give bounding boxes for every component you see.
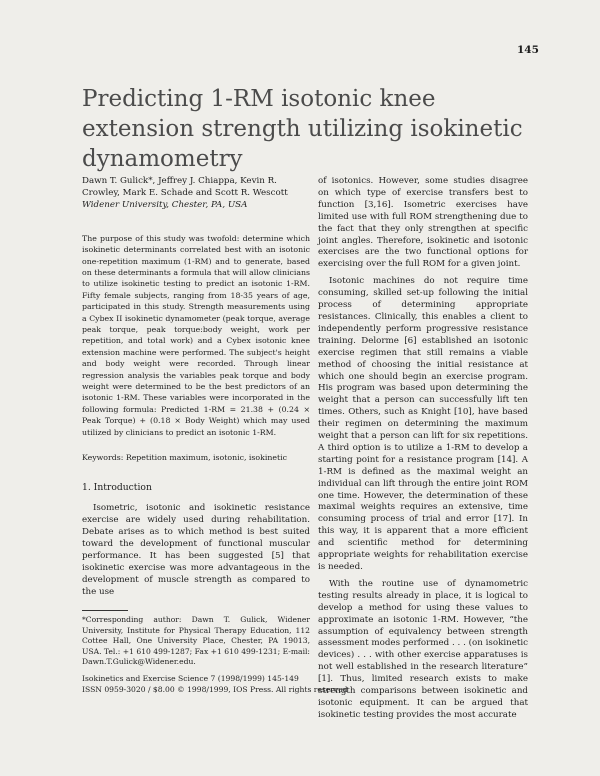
journal-issn: ISSN 0959-3020 / $8.00 © 1998/1999, IOS Press. All rights reserved <box>82 684 348 694</box>
section-heading-introduction: 1. Introduction <box>82 482 152 494</box>
footnote-area <box>82 610 310 668</box>
article-title: Predicting 1-RM isotonic knee extension strength utilizing isokinetic dynamometry <box>82 86 523 172</box>
abstract: The purpose of this study was twofold: determine which isokinetic determinants correlated best with an isotonic one-repetition maximum (1-RM) and to generate, based on these determinants a formula that will allow clinicians to utilize isokinetic testing to predict an isotonic 1-RM. Fifty female subjects, ranging from 18-35 years of age, participated in this study. Strength measurements using a Cybex II isokinetic dynamometer (peak torque, average peak torque, peak torque:body weight, work per repetition, and total work) and a Cybex isotonic knee extension machine were performed. The subject's height and body weight were recorded. Through linear regression analysis the variables peak torque and body weight were determined to be the best predictors of an isotonic 1-RM. These variables were incorporated in the following formula: Predicted 1-RM = 21.38 + (0.24 × Peak Torque) + (0.18 × Body Weight) which may used utilized by clinicians to predict an isotonic 1-RM. <box>82 233 310 437</box>
footnote-rule <box>82 610 128 611</box>
corresponding-author-footnote: *Corresponding author: Dawn T. Gulick, Widener University, Institute for Physical Therapy Education, 112 Cottee Hall, One University Place, Chester, PA 19013, USA. Tel.: +1 610 499-1287; Fax +1 610 499-1231; E-mail: Dawn.T.Gulick@Widener.edu. <box>82 615 310 667</box>
body-paragraph: With the routine use of dynamometric testing results already in place, it is logical to develop a method for using these values to approximate an isotonic 1-RM. However, “the assumption of equivalency between strength assessment modes performed . . . (on isokinetic devices) . . . with other exercise apparatuses is not well established in the research literature” [1]. Thus, limited research exists to make strength comparisons between isokinetic and isotonic equipment. It can be argued that isokinetic testing provides the most accurate <box>318 578 528 720</box>
page-number: 145 <box>517 44 539 56</box>
keywords: Keywords: Repetition maximum, isotonic, isokinetic <box>82 453 287 463</box>
body-paragraph: of isotonics. However, some studies disagree on which type of exercise transfers best to function [3,16]. Isometric exercises have limited use with full ROM strengthening due to the fact that they only strengthen at specific joint angles. Therefore, isokinetic and isotonic exercises are the two functional options for exercising over the full ROM for a given joint. <box>318 176 528 270</box>
author-list: Dawn T. Gulick*, Jeffrey J. Chiappa, Kevin R. Crowley, Mark E. Schade and Scott R. Wescott <box>82 176 288 198</box>
left-column <box>82 176 310 599</box>
intro-paragraph: Isometric, isotonic and isokinetic resistance exercise are widely used during rehabilitation. Debate arises as to which method is best suited toward the development of functional muscular performance. It has been suggested [5] that isokinetic exercise was more advantageous in the development of muscle strength as compared to the use <box>82 503 310 597</box>
journal-citation: Isokinetics and Exercise Science 7 (1998/1999) 145-149 <box>82 674 299 683</box>
right-column <box>318 176 528 722</box>
affiliation: Widener University, Chester, PA, USA <box>82 199 248 210</box>
body-paragraph: Isotonic machines do not require time consuming, skilled set-up following the initial process of determining appropriate resistances. Clinically, this enables a client to independently perform progressive resistance training. Delorme [6] established an isotonic exercise regimen that still remains a viable method of choosing the initial resistance at which one should begin an exercise program. His program was based upon determining the weight that a person can successfully lift ten times. Others, such as Knight [10], have based their regimen on determining the maximum weight that a person can lift for six repetitions. A third option is to utilize a 1-RM to develop a starting point for a resistance program [14]. A 1-RM is defined as the maximal weight an individual can lift through the entire joint ROM one time. However, the determination of these maximal weights requires an extensive, time consuming process of trial and error [17]. In this way, it is apparent that a more efficient and scientific method for determining appropriate weights for rehabilitation exercise is needed. <box>318 276 528 572</box>
